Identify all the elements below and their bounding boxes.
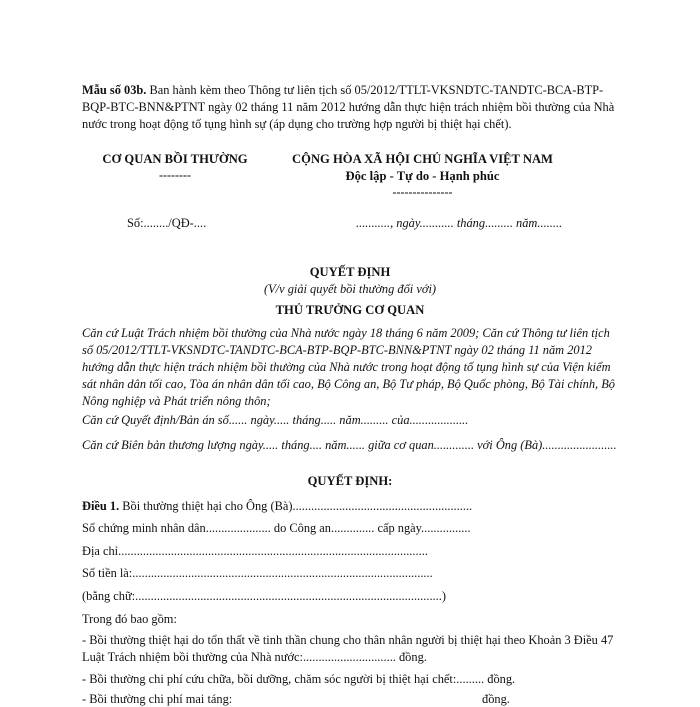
item-spiritual-loss: - Bồi thường thiệt hại do tổn thất về tinh thần chung cho thân nhân người bị thiệt hại theo Khoản 3 Điều 47 Luật Trách nhiệm bồi thường của Nhà nước:.............................. đồng.	[82, 633, 614, 664]
decision-date: ..........., ngày........... tháng......... năm........	[356, 216, 563, 230]
id-card-line: Số chứng minh nhân dân..................... do Công an.............. cấp ngày................	[82, 521, 471, 535]
legal-basis-law: Căn cứ Luật Trách nhiệm bồi thường của Nhà nước ngày 18 tháng 6 năm 2009; Căn cứ Thông tư liên tịch số 05/2012/TTLT-VKSNDTC-TANDTC-BCA-BTP-BQP-BTC-BNN&PTNT ngày 02 tháng 11 năm 2012 hướng dẫn thực hiện trách nhiệm bồi thường của Nhà nước trong hoạt động tố tụng hình sự của Viện kiểm sát nhân dân tối cao, Tòa án nhân dân tối cao, Bộ Công an, Bộ Tư pháp, Bộ Quốc phòng, Bộ Tài chính, Bộ Nông nghiệp và Phát triển nông thôn;	[82, 326, 616, 408]
article-1-label: Điều 1.	[82, 499, 120, 513]
decision-number: Số:......../QĐ-....	[127, 216, 207, 230]
intro-paragraph	[82, 82, 618, 133]
amount-line: Số tiền là:.................................................................................................	[82, 566, 433, 580]
motto-divider: ---------------	[392, 185, 453, 199]
country-name: CỘNG HÒA XÃ HỘI CHỦ NGHĨA VIỆT NAM	[292, 152, 553, 166]
item-medical-care: - Bồi thường chi phí cứu chữa, bồi dưỡng, chăm sóc người bị thiệt hại chết:......... đồng.	[82, 672, 516, 686]
motto: Độc lập - Tự do - Hạnh phúc	[345, 169, 500, 183]
agency-name: CƠ QUAN BỒI THƯỜNG	[102, 152, 248, 166]
item-funeral-label: - Bồi thường chi phí mai táng:	[82, 692, 233, 706]
includes-label: Trong đó bao gồm:	[82, 612, 177, 626]
legal-basis-negotiation: Căn cứ Biên bản thương lượng ngày..... tháng.... năm...... giữa cơ quan............. với Ông (Bà)........................	[82, 438, 617, 452]
agency-divider: --------	[159, 168, 191, 182]
document-subject: (V/v giải quyết bồi thường đối với)	[263, 282, 437, 296]
article-1-text: Bồi thường thiệt hại cho Ông (Bà)..........................................................	[119, 499, 473, 513]
legal-basis-judgment: Căn cứ Quyết định/Bản án số...... ngày..... tháng..... năm......... của...................	[82, 413, 469, 427]
address-line: Địa chỉ....................................................................................................	[82, 544, 428, 558]
intro-text: Ban hành kèm theo Thông tư liên tịch số 05/2012/TTLT-VKSNDTC-TANDTC-BCA-BTP-BQP-BTC-BNN&PTNT ngày 02 tháng 11 năm 2012 hướng dẫn thực hiện trách nhiệm bồi thường của Nhà nước trong hoạt động tố tụng hình sự (áp dụng cho trường hợp người bị thiệt hại chết).	[82, 83, 615, 131]
document-title: QUYẾT ĐỊNH	[309, 265, 391, 279]
form-number: Mẫu số 03b.	[82, 83, 147, 97]
decision-heading: QUYẾT ĐỊNH:	[307, 474, 393, 488]
article-1	[82, 499, 472, 514]
issuing-authority: THỦ TRƯỞNG CƠ QUAN	[275, 303, 425, 317]
amount-in-words-line: (bằng chữ:...................................................................................................)	[82, 589, 446, 603]
item-funeral-unit: đồng.	[482, 692, 510, 706]
